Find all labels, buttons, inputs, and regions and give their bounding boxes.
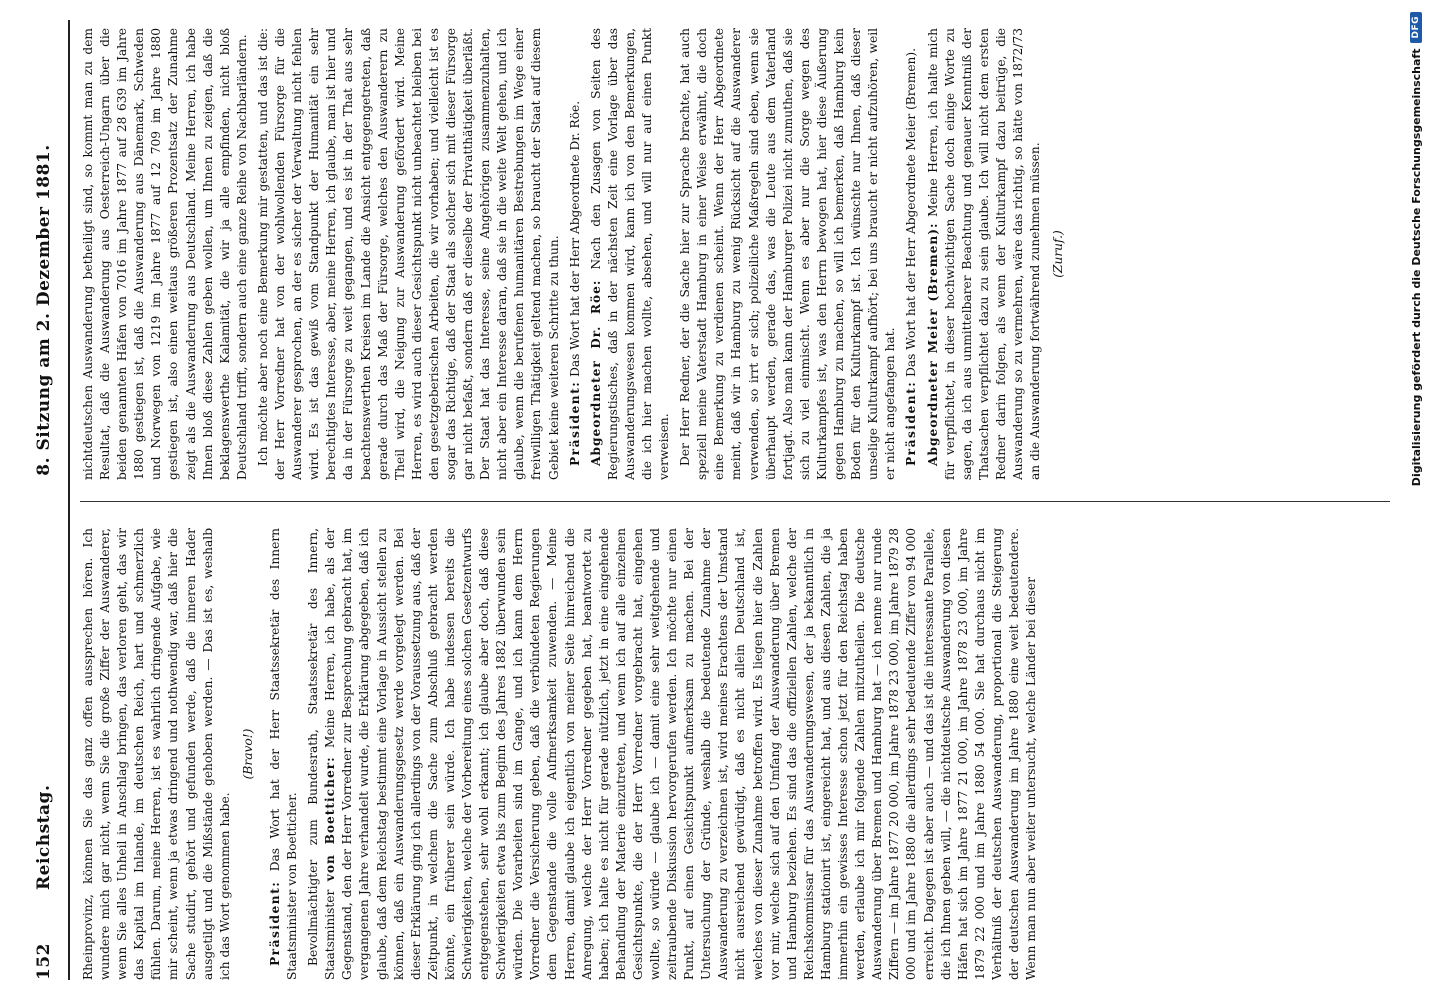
column-divider <box>80 501 1390 502</box>
paragraph: Der Herr Redner, der die Sache hier zur Sprache brachte, hat auch speziell meine Vaterstadt Hamburg in einer Weise erwähnt, die doch eine Bemerkung zu verdienen scheint. Wenn der Herr Abgeordnete meint, daß wir in Hamburg zu wenig Rücksicht auf die Auswanderer verwenden, so irrt er sich; polizeiliche Maßregeln sind eben, wenn sie überhaupt werden, gerade das, was die Leute aus dem Vaterland fortjagt. Also man kann der Hamburger Polizei nicht zumuthen, daß sie sich zu viel einmischt. Wenn es aber nur die Sorge wegen des Kulturkampfes ist, was den Herrn bewogen hat, hier diese Äußerung gegen Hamburg zu machen, so will ich bemerken, daß Hamburg kein Boden für den Kulturkampf ist. Ich wünschte nur Ihnen, daß dieser unselige Kulturkampf aufhört; bei uns braucht er nicht aufzuhören, weil er nicht angefangen hat. <box>678 28 898 480</box>
paragraph: Meine Herren, ich halte mich für verpflichtet, in dieser hochwichtigen Sache doch einige Worte zu sagen, da ich aus unmittelbarer Beachtung und genauer Kenntniß der Thatsachen verpflichtet dazu zu sein glaube. Ich will nicht dem ersten Redner darin folgen, als wenn der Kulturkampf dazu beitrüge, die Auswanderung so zu vermehren, wäre das richtig, so hätte von 1872/73 an die Auswanderung fortwährend zunehmen müssen. <box>925 28 1043 480</box>
page-number: 152 <box>34 943 54 980</box>
speaker-paragraph <box>925 28 1045 480</box>
page-header <box>22 20 66 980</box>
header-rule <box>68 20 70 980</box>
speaker-name: Abgeordneter Dr. Röe: <box>588 279 603 466</box>
speaker-paragraph <box>305 528 1040 980</box>
president-text: Das Wort hat der Herr Staatssekretär des Innern Staatsminister von Boetticher. <box>267 528 300 980</box>
speaker-paragraph <box>588 28 673 480</box>
president-text: Das Wort hat der Herr Abgeordnete Meier (Bremen). <box>904 47 919 377</box>
digitization-credit-bar <box>1398 12 1430 988</box>
paragraph: Rheinprovinz, können Sie das ganz offen aussprechen hören. Ich wundere mich gar nicht, wenn Sie die große Ziffer der Auswanderer, wenn Sie alles Unheil in Anschlag bringen, das verloren geht, das wir das Kapital im Inlande, im deutschen Reich, hart und schmerzlich fühlen. Darum, meine Herren, ist es wahrlich dringende Aufgabe, wie mir scheint, wenn ja etwas dringend und nothwendig war, daß hier die Sache studirt, gehört und gefunden werde, daß die inneren Hader ausgetilgt und die Mißstände gehoben werden. — Das ist es, weshalb ich das Wort genommen habe. <box>81 528 232 980</box>
paragraph: Meine Herren, ich habe, als der Gegenstand, den der Herr Vorredner zur Besprechung gebracht hat, im vergangenen Jahre verhandelt wurde, die Erklärung abgegeben, daß ich glaube, daß dem Reichstag bestimmt eine Vorlage in Aussicht stellen zu können, daß ein Auswanderungsgesetz werde vorgelegt werden. Bei dieser Erklärung ging ich allerdings von der Voraussetzung aus, daß der Zeitpunkt, in welchem die Sache zum Abschluß gebracht werden könnte, ein früherer sein würde. Ich habe indessen bereits die Schwierigkeiten, welche der Vorbereitung eines solchen Gesetzentwurfs entgegenstehen, sehr wohl erkannt; ich glaube aber doch, daß diese Schwierigkeiten etwa bis zum Beginn des Jahres 1882 überwunden sein würden. Die Vorarbeiten sind im Gange, und ich kann dem Herrn Vorredner die Versicherung geben, daß die verbündeten Regierungen dem Gegenstande die volle Aufmerksamkeit zuwenden. — Meine Herren, damit glaube ich eigentlich von meiner Seite hinreichend die Anregung, welche der Herr Vorredner gegeben hat, beantwortet zu haben; ich halte es nicht für gerade nützlich, jetzt in eine eingehende Behandlung der Materie einzutreten, und wenn ich auf alle einzelnen Gesichtspunkte, die der Herr Vorredner vorgebracht hat, eingehen wollte, so würde — glaube ich — damit eine sehr weitgehende und zeitraubende Diskussion hervorgerufen werden. Ich möchte nur einen Punkt, auf einen Gesichtspunkt aufmerksam zu machen. Bei der Untersuchung der Gründe, weshalb die bedeutende Zunahme der Auswanderung zu verzeichnen ist, wird meines Erachtens der Umstand nicht ausreichend gewürdigt, daß es nicht allein Deutschland ist, welches von dieser Zunahme betroffen wird. Es liegen hier die Zahlen vor mir, welche sich auf den Umfang der Auswanderung über Bremen und Hamburg beziehen. Es sind das die offiziellen Zahlen, welche der Reichskommissar für das Auswanderungswesen, der ja bekanntlich in Hamburg stationirt ist, eingereicht hat, und aus diesen Zahlen, die ja immerhin ein gewisses Interesse schon jetzt für den Reichstag haben werden, erlaube ich mir folgende Zahlen mitzutheilen. Die deutsche Auswanderung über Bremen und Hamburg hat — ich nenne nur runde Ziffern — im Jahre 1877 20 000, im Jahre 1878 23 000, im Jahre 1879 28 000 und im Jahre 1880 die allerdings sehr bedeutende Ziffer von 94 000 erreicht. Dagegen ist aber auch — und das ist die interessante Parallele, die ich Ihnen geben will, — die nichtdeutsche Auswanderung von diesen Häfen hat sich im Jahre 1877 21 000, im Jahre 1878 23 000, im Jahre 1879 22 000 und im Jahre 1880 54 000. Sie hat durchaus nicht im Verhältniß der deutschen Auswanderung, proportional die Steigerung der deutschen Auswanderung im Jahre 1880 eine weit bedeutendere. Wenn man nun aber weiter untersucht, welche Länder bei dieser <box>323 528 1039 980</box>
interjection: (Bravo!) <box>240 728 255 780</box>
document-page <box>22 20 1414 980</box>
president-label: Präsident: <box>904 380 919 466</box>
header-left: Reichstag. <box>34 784 54 890</box>
paragraph: nichtdeutschen Auswanderung betheiligt sind, so kommt man zu dem Resultat, daß die Auswanderung aus Oesterreich-Ungarn über die beiden genannten Häfen von 7016 im Jahre 1877 auf 28 639 im Jahre 1880 gestiegen ist, daß die Auswanderung aus Dänemark, Schweden und Norwegen von 1219 im Jahre 1877 auf 12 709 im Jahre 1880 gestiegen ist, also einen weitaus größeren Prozentsatz der Zunahme zeigt als die Auswanderung aus Deutschland. Meine Herren, ich habe Ihnen bloß diese Zahlen geben wollen, um Ihnen zu zeigen, daß die beklagenswerthe Kalamität, die wir ja alle empfinden, nicht bloß Deutschland trifft, sondern auch eine ganze Reihe von Nachbarländern. <box>81 28 249 480</box>
president-statement <box>267 528 301 980</box>
speaker-intro: Bevollmächtigter zum Bundesrath, Staatssekretär des Innern, Staatsminister <box>306 528 338 980</box>
paragraph: Ich möchte aber noch eine Bemerkung mir gestatten, und das ist die: der Herr Vorredner hat von der wohlwollenden Fürsorge für die Auswanderer gesprochen, an der es sicher der Verwaltung nicht fehlen wird. Es ist das gewiß vom Standpunkt der Humanität ein sehr berechtigtes Interesse, aber, meine Herren, ich glaube, man ist hier und da in der Fürsorge zu weit gegangen, und es ist in der That aus sehr beachtenswerthen Kreisen im Lande die Ansicht entgegengetreten, daß gerade durch das Maß der Fürsorge, welches den Auswanderern zu Theil wird, die Neigung zur Auswanderung gefördert wird. Meine Herren, es wird auch dieser Gesichtspunkt nicht unbeachtet bleiben bei den gesetzgeberischen Arbeiten, die wir vorhaben; und vielleicht ist es sogar das Richtige, daß der Staat als solcher sich mit dieser Fürsorge gar nicht befaßt, sondern daß er dieselbe der Privatthätigkeit überläßt. Der Staat hat das Interesse, seine Angehörigen zusammenzuhalten, nicht aber ein Interesse daran, daß sie in die weite Welt gehen, und ich glaube, wenn die berufenen humanitären Bestrebungen im Wege einer freiwilligen Thätigkeit geltend machen, so braucht der Staat auf diesem Gebiet keine weiteren Schritte zu thun. <box>255 28 561 480</box>
president-label: Präsident: <box>567 380 582 466</box>
president-text: Das Wort hat der Herr Abgeordnete Dr. Röe. <box>567 100 582 377</box>
credit-text: Digitalisierung gefördert durch die Deutsche Forschungsgemeinschaft <box>1409 48 1423 487</box>
speaker-name: Abgeordneter Meier (Bremen): <box>925 222 940 466</box>
president-statement <box>567 28 584 480</box>
dfg-logo: DFG <box>1410 12 1422 43</box>
paragraph: Nach den Zusagen von Seiten des Regierungstisches, daß in der nächsten Zeit eine Vorlage über das Auswanderungswesen kommen wird, kann ich von den Bemerkungen, die ich hier machen wollte, absehen, und will nur auf einen Punkt verweisen. <box>588 28 672 480</box>
right-column <box>80 28 1400 480</box>
interjection: (Zuruf.) <box>1051 230 1066 278</box>
left-column <box>80 528 1400 980</box>
credit-line <box>1404 12 1428 988</box>
president-label: Präsident: <box>267 880 282 966</box>
president-statement <box>903 28 920 480</box>
speaker-name: von Boetticher: <box>323 756 338 882</box>
header-title: 8. Sitzung am 2. Dezember 1881. <box>34 144 54 476</box>
